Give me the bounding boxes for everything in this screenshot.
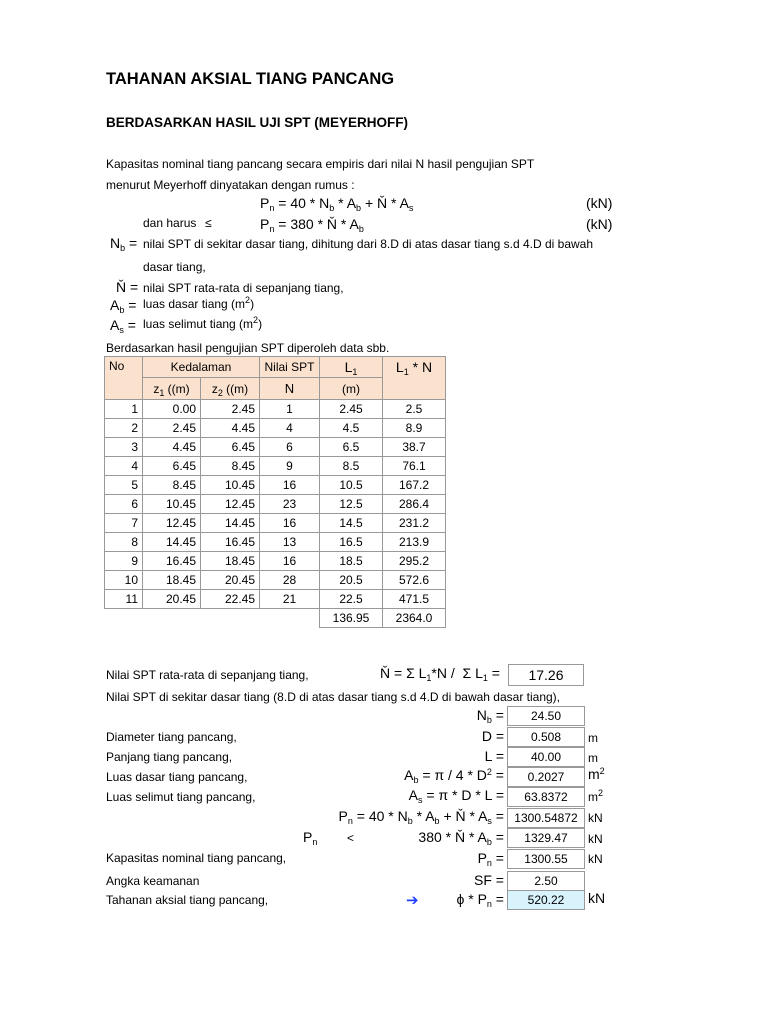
def-nbar-symbol: Ň = xyxy=(116,279,139,295)
section-subtitle: BERDASARKAN HASIL UJI SPT (MEYERHOFF) xyxy=(106,115,409,130)
nb-value-box: 24.50 xyxy=(507,706,585,726)
cell-n: 16 xyxy=(260,552,320,571)
d-value-box: 0.508 xyxy=(507,727,585,747)
ab-label: Luas dasar tiang pancang, xyxy=(106,770,248,784)
nbar-formula: Ň = Σ $L_1*N$ / Σ $L_1$ = xyxy=(380,665,500,683)
cell-z1: 20.45 xyxy=(143,590,201,609)
cell-l1n: 213.9 xyxy=(383,533,446,552)
cell-l1n: 76.1 xyxy=(383,457,446,476)
ab-value-box: 0.2027 xyxy=(507,767,585,787)
cell-l1n: 38.7 xyxy=(383,438,446,457)
d-unit: m xyxy=(588,731,598,745)
cell-no: 4 xyxy=(105,457,143,476)
page-title: TAHANAN AKSIAL TIANG PANCANG xyxy=(106,70,395,88)
def-as-symbol: $A_s$ = xyxy=(110,317,136,335)
def-nb-text: nilai SPT di sekitar dasar tiang, dihitung dari 8.D di atas dasar tiang s.d 4.D di bawah xyxy=(143,237,594,251)
table-row xyxy=(105,419,446,438)
pn-calc-unit: kN xyxy=(588,811,603,825)
cell-l1: 6.5 xyxy=(320,438,383,457)
pn-max-unit: kN xyxy=(588,832,603,846)
tahanan-value-box: 520.22 xyxy=(507,890,585,910)
col-header-kedalaman: Kedalaman xyxy=(143,357,260,378)
cell-no: 3 xyxy=(105,438,143,457)
def-nb-symbol: $N_b$ = xyxy=(110,235,138,253)
def-as-text: luas selimut tiang $(m^2)$ xyxy=(143,315,263,331)
cell-z1: 12.45 xyxy=(143,514,201,533)
cell-l1: 12.5 xyxy=(320,495,383,514)
as-label: Luas selimut tiang pancang, xyxy=(106,790,256,804)
cell-l1: 10.5 xyxy=(320,476,383,495)
col-header-z1: $z_1$ ((m) xyxy=(143,378,201,400)
cell-z1: 2.45 xyxy=(143,419,201,438)
nbar-label: Nilai SPT rata-rata di sepanjang tiang, xyxy=(106,668,309,682)
cell-z1: 4.45 xyxy=(143,438,201,457)
cell-n: 16 xyxy=(260,476,320,495)
kapasitas-unit: kN xyxy=(588,852,603,866)
lt-symbol: < xyxy=(347,831,355,845)
cell-l1n: 286.4 xyxy=(383,495,446,514)
sum-l1n: 2364.0 xyxy=(383,609,446,628)
def-ab-symbol: $A_b$ = xyxy=(110,297,137,315)
dan-harus-label: dan harus xyxy=(143,216,197,230)
l-unit: m xyxy=(588,751,598,765)
pn-formula-calc: $P_n = 40 * N_b * A_b$ + Ň * $A_s$ = xyxy=(338,808,504,826)
table-body xyxy=(105,400,446,609)
nbar-value-box: 17.26 xyxy=(508,664,584,686)
ab-unit: $m^2$ xyxy=(588,766,605,782)
sf-value-box: 2.50 xyxy=(507,871,585,891)
pn-max-formula: 380 * Ň * $A_b$ = xyxy=(418,829,504,847)
kapasitas-formula: $P_n$ = xyxy=(477,850,504,868)
spt-table xyxy=(104,356,446,628)
nb-label: Nilai SPT di sekitar dasar tiang (8.D di atas dasar tiang s.d 4.D di bawah dasar tiang), xyxy=(106,690,561,704)
kapasitas-label: Kapasitas nominal tiang pancang, xyxy=(106,851,287,865)
formula-pn: $P_n = 40 * N_b * A_b$ + Ň * $A_s$ xyxy=(260,195,414,213)
cell-z1: 14.45 xyxy=(143,533,201,552)
cell-z2: 22.45 xyxy=(201,590,260,609)
l-value-box: 40.00 xyxy=(507,747,585,767)
cell-n: 9 xyxy=(260,457,320,476)
table-intro: Berdasarkan hasil pengujian SPT diperoleh data sbb. xyxy=(106,341,390,355)
col-header-nilai-spt: Nilai SPT xyxy=(260,357,320,378)
cell-no: 2 xyxy=(105,419,143,438)
cell-no: 11 xyxy=(105,590,143,609)
cell-l1: 14.5 xyxy=(320,514,383,533)
cell-l1n: 8.9 xyxy=(383,419,446,438)
cell-z2: 8.45 xyxy=(201,457,260,476)
cell-n: 21 xyxy=(260,590,320,609)
cell-no: 9 xyxy=(105,552,143,571)
cell-l1: 16.5 xyxy=(320,533,383,552)
formula-pn-max: $P_n = 380$ * Ň * $A_b$ xyxy=(260,216,364,234)
cell-l1n: 167.2 xyxy=(383,476,446,495)
cell-no: 5 xyxy=(105,476,143,495)
cell-z1: 16.45 xyxy=(143,552,201,571)
arrow-right-icon: ➔ xyxy=(406,892,419,909)
cell-z2: 14.45 xyxy=(201,514,260,533)
cell-n: 1 xyxy=(260,400,320,419)
table-row xyxy=(105,476,446,495)
table-row xyxy=(105,590,446,609)
cell-z2: 6.45 xyxy=(201,438,260,457)
d-formula: D = xyxy=(481,728,504,744)
l-formula: L = xyxy=(484,748,504,764)
cell-z2: 18.45 xyxy=(201,552,260,571)
cell-l1n: 295.2 xyxy=(383,552,446,571)
def-nb-text-2: dasar tiang, xyxy=(143,260,206,274)
cell-l1: 4.5 xyxy=(320,419,383,438)
tahanan-label: Tahanan aksial tiang pancang, xyxy=(106,893,269,907)
cell-l1n: 572.6 xyxy=(383,571,446,590)
cell-z1: 0.00 xyxy=(143,400,201,419)
table-row xyxy=(105,438,446,457)
cell-l1: 2.45 xyxy=(320,400,383,419)
def-nbar-text: nilai SPT rata-rata di sepanjang tiang, xyxy=(143,281,344,295)
cell-z2: 12.45 xyxy=(201,495,260,514)
as-unit: $m^2$ xyxy=(588,788,604,804)
table-row xyxy=(105,495,446,514)
cell-z2: 20.45 xyxy=(201,571,260,590)
cell-l1: 22.5 xyxy=(320,590,383,609)
def-ab-text: luas dasar tiang $(m^2)$ xyxy=(143,295,255,311)
formula-pn-unit: (kN) xyxy=(586,195,613,211)
cell-l1: 8.5 xyxy=(320,457,383,476)
cell-z1: 18.45 xyxy=(143,571,201,590)
table-row xyxy=(105,571,446,590)
cell-l1n: 231.2 xyxy=(383,514,446,533)
table-row xyxy=(105,552,446,571)
cell-l1: 20.5 xyxy=(320,571,383,590)
cell-no: 6 xyxy=(105,495,143,514)
pn-symbol: $P_n$ xyxy=(303,829,318,847)
cell-z1: 10.45 xyxy=(143,495,201,514)
cell-z1: 6.45 xyxy=(143,457,201,476)
table-row xyxy=(105,533,446,552)
cell-l1: 18.5 xyxy=(320,552,383,571)
tahanan-unit: kN xyxy=(588,890,606,906)
cell-z2: 2.45 xyxy=(201,400,260,419)
cell-z2: 4.45 xyxy=(201,419,260,438)
col-header-l1-unit: (m) xyxy=(320,378,383,400)
table-sum-row xyxy=(105,609,446,628)
formula-pn-max-unit: (kN) xyxy=(586,216,613,232)
sf-formula: SF = xyxy=(474,872,504,888)
pn-max-value-box: 1329.47 xyxy=(507,828,585,848)
cell-z1: 8.45 xyxy=(143,476,201,495)
cell-n: 16 xyxy=(260,514,320,533)
cell-n: 13 xyxy=(260,533,320,552)
cell-no: 1 xyxy=(105,400,143,419)
col-header-z2: $z_2$ ((m) xyxy=(201,378,260,400)
as-formula: $A_s = \pi * D * L$ = xyxy=(408,787,504,805)
l-label: Panjang tiang pancang, xyxy=(106,750,233,764)
sf-label: Angka keamanan xyxy=(106,874,200,888)
cell-no: 8 xyxy=(105,533,143,552)
d-label: Diameter tiang pancang, xyxy=(106,730,237,744)
ab-formula: $A_b = \pi / 4 * D^2$ = xyxy=(404,767,504,785)
cell-n: 6 xyxy=(260,438,320,457)
intro-text-2: menurut Meyerhoff dinyatakan dengan rumus : xyxy=(106,178,355,192)
as-value-box: 63.8372 xyxy=(507,787,585,807)
pn-calc-value-box: 1300.54872 xyxy=(507,808,585,828)
table-header-row-1 xyxy=(105,357,446,378)
table-row xyxy=(105,457,446,476)
cell-n: 28 xyxy=(260,571,320,590)
cell-n: 4 xyxy=(260,419,320,438)
sum-l1: 136.95 xyxy=(320,609,383,628)
cell-n: 23 xyxy=(260,495,320,514)
table-row xyxy=(105,400,446,419)
cell-no: 10 xyxy=(105,571,143,590)
col-header-l1n: $L_1$ * N xyxy=(383,357,446,400)
kapasitas-value-box: 1300.55 xyxy=(507,849,585,869)
col-header-no: No xyxy=(105,357,143,400)
cell-l1n: 2.5 xyxy=(383,400,446,419)
col-header-n: N xyxy=(260,378,320,400)
intro-text-1: Kapasitas nominal tiang pancang secara empiris dari nilai N hasil pengujian SPT xyxy=(106,157,535,171)
leq-symbol: ≤ xyxy=(205,216,212,230)
col-header-l1: $L_1$ xyxy=(320,357,383,378)
tahanan-formula: ϕ * $P_n$ = xyxy=(456,891,504,909)
cell-no: 7 xyxy=(105,514,143,533)
cell-z2: 10.45 xyxy=(201,476,260,495)
cell-l1n: 471.5 xyxy=(383,590,446,609)
nb-formula: $N_b$ = xyxy=(476,707,504,725)
table-row xyxy=(105,514,446,533)
cell-z2: 16.45 xyxy=(201,533,260,552)
